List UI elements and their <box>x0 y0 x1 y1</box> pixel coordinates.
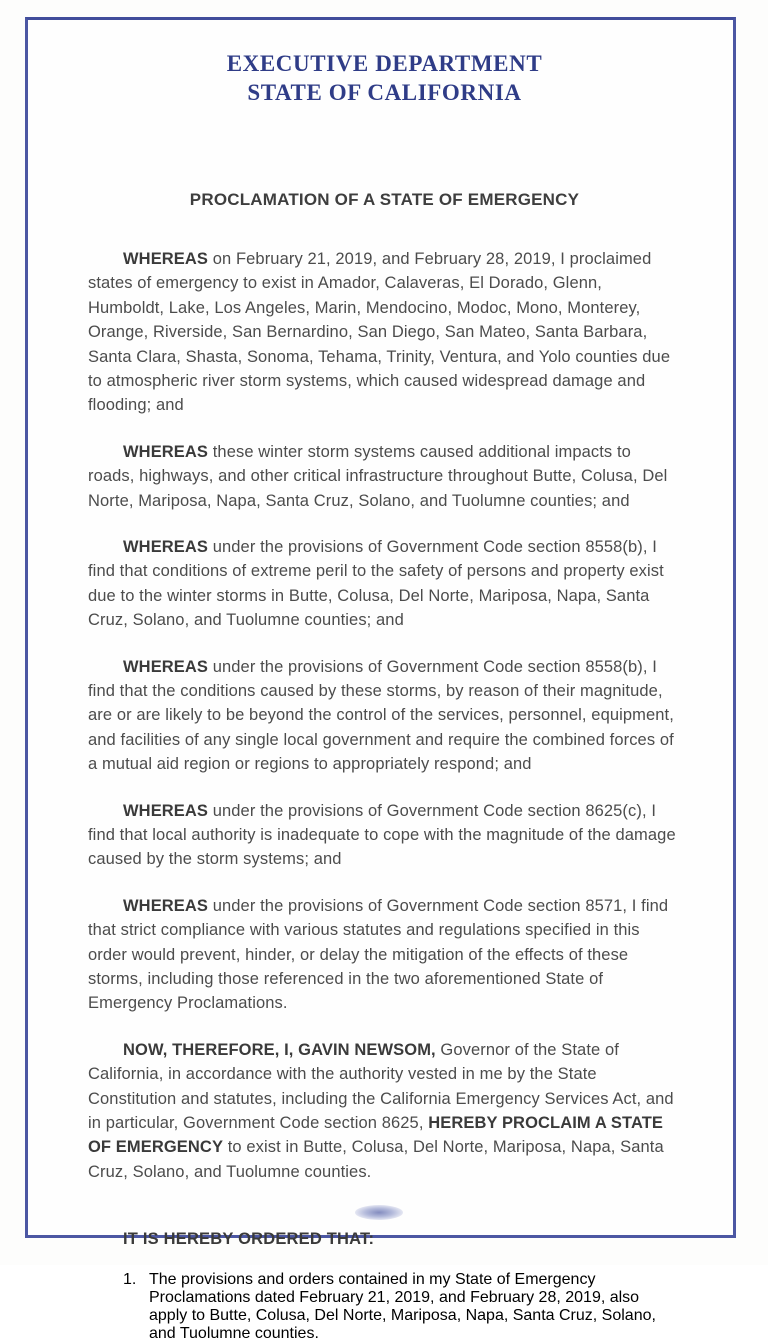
letterhead-line-2: STATE OF CALIFORNIA <box>247 80 522 106</box>
printer-union-mark-icon <box>355 1205 403 1220</box>
letterhead-line-1: EXECUTIVE DEPARTMENT <box>226 51 543 76</box>
body-paragraphs <box>88 247 681 1184</box>
letterhead <box>88 49 681 108</box>
ordered-item-text: The provisions and orders contained in my State of Emergency Proclamations dated February 21, 2019, and February 28, 2019, also apply to Butte, Colusa, Del Norte, Mariposa, Napa, Santa Cruz, Solano, and Tuolumne counties. <box>149 1271 656 1343</box>
ordered-item-number: 1. <box>123 1271 137 1289</box>
paragraph: WHEREAS under the provisions of Government Code section 8558(b), I find that conditions of extreme peril to the safety of persons and property exist due to the winter storms in Butte, Colusa, Del Norte, Mariposa, Napa, Santa Cruz, Solano, and Tuolumne counties; and <box>88 537 664 630</box>
paragraph: WHEREAS under the provisions of Government Code section 8571, I find that strict compliance with various statutes and regulations specified in this order would prevent, hinder, or delay the mitigation of the effects of these storms, including those referenced in the two aforementioned State of Emergency Proclamations. <box>88 896 669 1013</box>
page-border-frame <box>25 17 736 1343</box>
paragraph: WHEREAS under the provisions of Government Code section 8558(b), I find that the conditions caused by these storms, by reason of their magnitude, are or are likely to be beyond the control of the services, personnel, equipment, and facilities of any single local government and require the combined forces of a mutual aid region or regions to appropriately respond; and <box>88 657 674 774</box>
ordered-list <box>123 1271 681 1343</box>
ordered-section <box>123 1230 681 1343</box>
paragraph: WHEREAS these winter storm systems caused additional impacts to roads, highways, and other critical infrastructure throughout Butte, Colusa, Del Norte, Mariposa, Napa, Santa Cruz, Solano, and Tuolumne counties; and <box>88 442 668 510</box>
document-title: PROCLAMATION OF A STATE OF EMERGENCY <box>189 189 580 209</box>
paragraph: WHEREAS under the provisions of Government Code section 8625(c), I find that local authority is inadequate to cope with the magnitude of the damage caused by the storm systems; and <box>88 801 676 869</box>
ordered-item <box>123 1271 668 1343</box>
ordered-heading: IT IS HEREBY ORDERED THAT: <box>123 1230 375 1249</box>
document-content <box>28 20 733 1343</box>
paragraph: WHEREAS on February 21, 2019, and February 28, 2019, I proclaimed states of emergency to exist in Amador, Calaveras, El Dorado, Glenn, Humboldt, Lake, Los Angeles, Marin, Mendocino, Modoc, Mono, Monterey, Orange, Riverside, San Bernardino, San Diego, San Mateo, Santa Barbara, Santa Clara, Shasta, Sonoma, Tehama, Trinity, Ventura, and Yolo counties due to atmospheric river storm systems, which caused widespread damage and flooding; and <box>88 249 671 415</box>
paragraph: NOW, THEREFORE, I, GAVIN NEWSOM, Governor of the State of California, in accordance with the authority vested in me by the State Constitution and statutes, including the California Emergency Services Act, and in particular, Government Code section 8625, HEREBY PROCLAIM A STATE OF EMERGENCY to exist in Butte, Colusa, Del Norte, Mariposa, Napa, Santa Cruz, Solano, and Tuolumne counties. <box>88 1040 674 1181</box>
